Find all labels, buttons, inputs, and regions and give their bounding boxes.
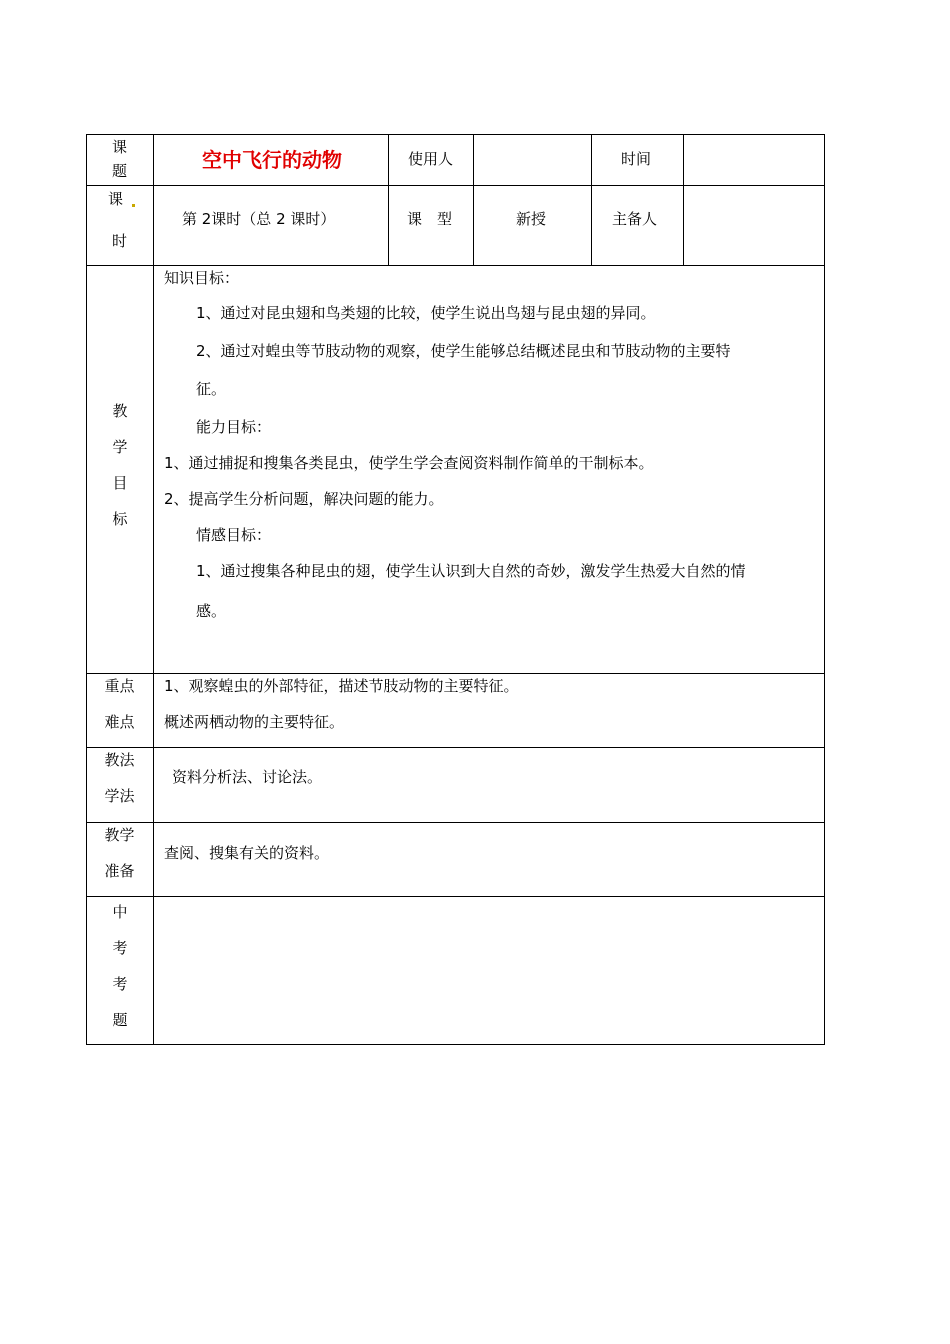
table-border <box>86 822 825 823</box>
objectives-label-char: 学 <box>112 438 128 456</box>
objective-line: 1、通过对昆虫翅和鸟类翅的比较，使学生说出鸟翅与昆虫翅的异同。 <box>196 304 656 322</box>
lesson-title: 空中飞行的动物 <box>202 148 342 172</box>
objective-line: 能力目标： <box>196 418 272 436</box>
objective-line: 2、通过对蝗虫等节肢动物的观察，使学生能够总结概述昆虫和节肢动物的主要特 <box>196 342 731 360</box>
table-border <box>86 185 825 186</box>
table-border <box>591 134 592 266</box>
objectives-label-char: 教 <box>112 402 128 420</box>
preparation-label-1: 教学 <box>104 826 135 844</box>
table-border <box>683 134 684 266</box>
methods-text: 资料分析法、讨论法。 <box>172 768 323 786</box>
table-border <box>86 747 825 748</box>
key-points-label-2: 难点 <box>104 713 135 731</box>
label-user: 使用人 <box>408 150 454 168</box>
objective-line: 情感目标： <box>196 526 272 544</box>
label-keshi-2: 时 <box>112 232 128 250</box>
table-border <box>153 134 154 1045</box>
objective-line: 知识目标： <box>164 269 240 287</box>
table-border <box>86 265 825 266</box>
table-border <box>473 134 474 266</box>
preparation-text: 查阅、搜集有关的资料。 <box>164 844 330 862</box>
methods-label-1: 教法 <box>104 751 135 769</box>
table-border <box>86 1044 825 1045</box>
label-keti-1: 课 <box>111 138 127 156</box>
exam-label-char: 题 <box>112 1011 128 1029</box>
table-border <box>86 673 825 674</box>
objective-line: 1、通过搜集各种昆虫的翅，使学生认识到大自然的奇妙，激发学生热爱大自然的情 <box>196 562 746 580</box>
table-border <box>86 896 825 897</box>
keshi-value: 第 2课时（总 2 课时） <box>182 210 336 228</box>
key-points-label-1: 重点 <box>104 677 135 695</box>
exam-label-char: 中 <box>112 903 128 921</box>
marker-dot <box>132 204 135 207</box>
key-point-line: 概述两栖动物的主要特征。 <box>164 713 345 731</box>
type-value: 新授 <box>516 210 547 228</box>
table-border <box>86 134 825 135</box>
methods-label-2: 学法 <box>104 787 135 805</box>
label-time: 时间 <box>621 150 652 168</box>
label-preparer: 主备人 <box>612 210 658 228</box>
objective-line: 感。 <box>196 602 227 620</box>
label-keshi-1: 课 <box>108 190 124 208</box>
exam-label-char: 考 <box>112 975 128 993</box>
key-point-line: 1、观察蝗虫的外部特征，描述节肢动物的主要特征。 <box>164 677 519 695</box>
objectives-label-char: 目 <box>112 474 128 492</box>
table-border <box>824 134 825 1045</box>
label-keti-2: 题 <box>111 162 127 180</box>
objectives-label-char: 标 <box>112 510 128 528</box>
objective-line: 征。 <box>196 380 227 398</box>
exam-label-char: 考 <box>112 939 128 957</box>
label-type: 课 型 <box>407 210 453 228</box>
objective-line: 2、提高学生分析问题，解决问题的能力。 <box>164 490 444 508</box>
table-border <box>86 134 87 1045</box>
table-border <box>388 134 389 266</box>
preparation-label-2: 准备 <box>104 862 135 880</box>
objective-line: 1、通过捕捉和搜集各类昆虫，使学生学会查阅资料制作简单的干制标本。 <box>164 454 654 472</box>
lesson-plan-table <box>86 134 825 1045</box>
